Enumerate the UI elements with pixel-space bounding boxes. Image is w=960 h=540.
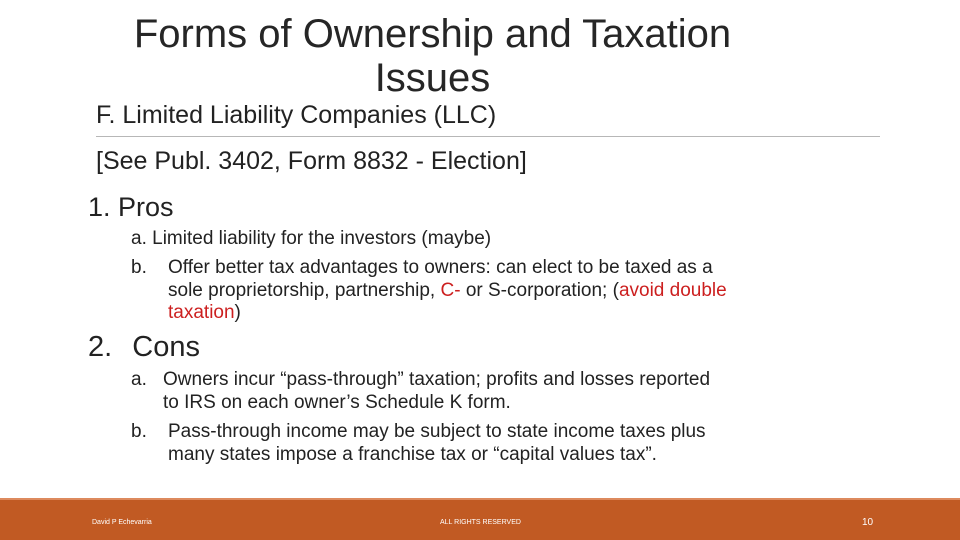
cons-item-a-line2: to IRS on each owner’s Schedule K form. xyxy=(163,392,511,413)
slide-title-line1: Forms of Ownership and Taxation xyxy=(133,12,732,56)
highlight-avoid-double: avoid double xyxy=(618,280,727,301)
cons-heading-number: 2. xyxy=(88,331,113,363)
cons-item-a-marker: a. xyxy=(131,369,147,390)
highlight-taxation: taxation xyxy=(168,302,235,323)
slide-footer xyxy=(0,498,960,540)
slide-title-line2: Issues xyxy=(374,56,491,100)
pros-item-a xyxy=(131,228,491,250)
pros-item-b-text: or S-corporation; ( xyxy=(460,280,619,301)
pros-item-a-text: Limited liability for the investors (maybe) xyxy=(152,228,492,249)
cons-heading xyxy=(88,330,200,364)
cons-item-b-marker: b. xyxy=(131,421,147,442)
slide-title xyxy=(100,12,765,100)
pros-item-b-line1: Offer better tax advantages to owners: can elect to be taxed as a xyxy=(168,257,713,278)
footer-author: David P Echevarria xyxy=(92,519,152,526)
title-divider xyxy=(96,136,880,137)
pros-item-b-text: ) xyxy=(234,302,241,323)
cons-item-a-line1: Owners incur “pass-through” taxation; profits and losses reported xyxy=(163,369,711,390)
pros-item-b-text: sole proprietorship, partnership, xyxy=(168,280,441,301)
cons-heading-text: Cons xyxy=(132,331,200,363)
page-number: 10 xyxy=(862,517,874,528)
reference-note: [See Publ. 3402, Form 8832 - Election] xyxy=(96,147,527,175)
section-subtitle: F. Limited Liability Companies (LLC) xyxy=(96,101,497,129)
footer-rights: ALL RIGHTS RESERVED xyxy=(440,519,521,526)
pros-item-b-line2 xyxy=(168,280,727,302)
pros-item-b-marker: b. xyxy=(131,257,147,278)
highlight-c-corp: C- xyxy=(440,280,461,301)
cons-item-b-line2: many states impose a franchise tax or “capital values tax”. xyxy=(168,444,657,465)
pros-item-b-line3 xyxy=(168,302,241,324)
pros-heading: 1. Pros xyxy=(88,192,174,222)
cons-item-b-line1: Pass-through income may be subject to state income taxes plus xyxy=(168,421,706,442)
list-marker: a. xyxy=(131,228,147,249)
